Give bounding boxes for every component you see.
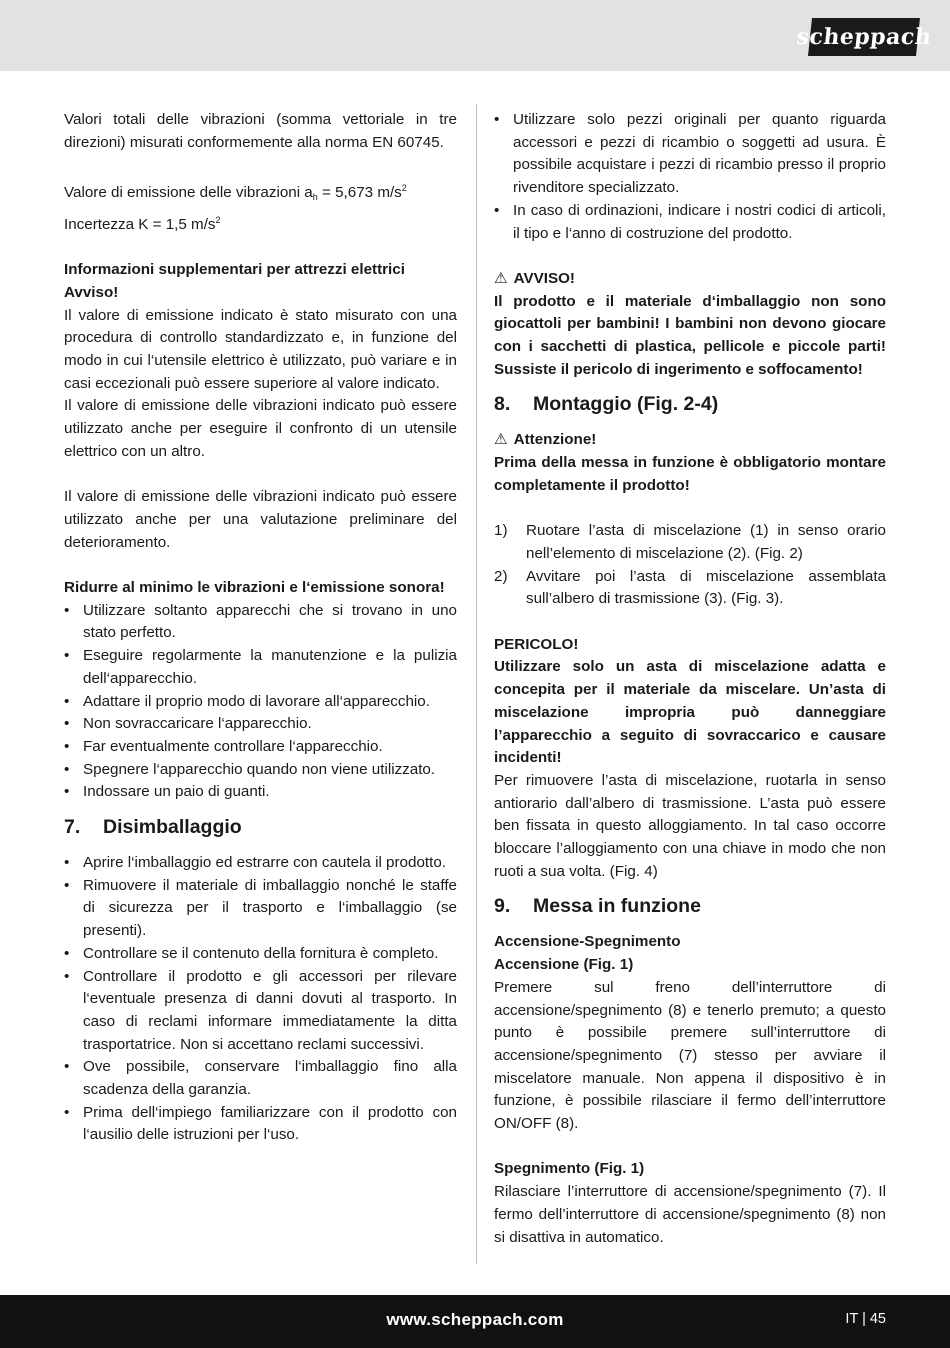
list-item: • Rimuovere il materiale di imballaggio nonché le staffe di sicurezza per il trasporto e l‘imballaggio (se presenti). xyxy=(64,875,457,943)
warning-icon: ⚠ xyxy=(494,269,508,287)
page-number: IT | 45 xyxy=(845,1311,886,1327)
list-item: • Spegnere l‘apparecchio quando non viene utilizzato. xyxy=(64,759,457,782)
avviso-label: Avviso! xyxy=(64,283,119,301)
vibration-value-line: Valore di emissione delle vibrazioni $a_h = 5,673$ $m/s^2$ xyxy=(64,183,407,203)
list-item: • Controllare se il contenuto della fornitura è completo. xyxy=(64,943,457,966)
list-item: • Prima dell‘impiego familiarizzare con il prodotto con l‘ausilio delle istruzioni per l‘uso. xyxy=(64,1102,457,1147)
evaluation-paragraph: Il valore di emissione delle vibrazioni indicato può essere utilizzato anche per una valutazione preliminare del deterioramento. xyxy=(64,488,457,551)
pericolo-text: Per rimuovere l’asta di miscelazione, ruotarla in senso antiorario dall’albero di trasmissione. L’asta può essere ben fissata in questo alloggiamento. In tal caso occorre bloccare l’alloggiamento con una chiave in modo che non ruoti a sua volta. (Fig. 4) xyxy=(494,771,886,880)
column-divider xyxy=(476,104,477,1264)
warning-icon: ⚠ xyxy=(494,431,508,449)
footer-bar xyxy=(0,1295,950,1348)
list-item: • Utilizzare soltanto apparecchi che si trovano in uno stato perfetto. xyxy=(64,600,457,645)
reduce-list xyxy=(64,600,457,804)
list-item: 1) Ruotare l’asta di miscelazione (1) in senso orario nell’elemento di miscelazione (2). (Fig. 2) xyxy=(494,522,886,562)
footer-url: www.scheppach.com xyxy=(386,1310,564,1329)
pericolo-bold-text: Utilizzare solo un asta di miscelazione adatta e concepita per il materiale da miscelare. Un’asta di miscelazione impropria può danneggiare l’apparecchio a seguito di sovraccarico e causare incidenti! xyxy=(494,658,886,767)
assembly-steps xyxy=(494,520,886,611)
attention-text: Prima della messa in funzione è obbligatorio montare completamente il prodotto! xyxy=(494,454,886,494)
unpacking-list xyxy=(64,852,457,1147)
list-item: • Utilizzare solo pezzi originali per quanto riguarda accessori e pezzi di ricambio o soggetti ad usura. È possibile acquistare i pezzi di ricambio presso il proprio rivenditore specializzato. xyxy=(494,109,886,200)
info-heading: Informazioni supplementari per attrezzi elettrici xyxy=(64,261,405,279)
list-item: • Non sovraccaricare l‘apparecchio. xyxy=(64,713,457,736)
list-item: • Ove possibile, conservare l‘imballaggio fino alla scadenza della garanzia. xyxy=(64,1056,457,1101)
onoff-heading: Accensione-Spegnimento xyxy=(494,933,681,951)
uncertainty-line: Incertezza K = 1,5 $m/s^2$ xyxy=(64,214,221,233)
section-9-heading: 9. Messa in funzione xyxy=(494,895,701,918)
on-heading: Accensione (Fig. 1) xyxy=(494,956,634,974)
attention-heading: ⚠ Attenzione! xyxy=(494,429,886,452)
left-column xyxy=(64,109,457,1147)
section-7-heading: 7. Disimballaggio xyxy=(64,816,242,839)
spare-parts-list xyxy=(494,109,886,245)
on-text: Premere sul freno dell’interruttore di accensione/spegnimento (8) e tenerlo premuto; a questo punto è possibile premere sull’interruttore di accensione/spegnimento (7) stesso per avviare il miscelatore manuale. Non appena il dispositivo è in funzione, è possibile rilasciare il fermo dell’interruttore ON/OFF (8). xyxy=(494,978,886,1133)
list-item: • Controllare il prodotto e gli accessori per rilevare l‘eventuale presenza di danni dovuti al trasporto. In caso di reclami informare immediatamente la ditta trasportatrice. Non si accettano reclami successivi. xyxy=(64,966,457,1057)
avviso-heading: ⚠ AVVISO! xyxy=(494,268,886,291)
list-item: • Aprire l‘imballaggio ed estrarre con cautela il prodotto. xyxy=(64,852,457,875)
vibration-intro: Valori totali delle vibrazioni (somma vettoriale in tre direzioni) misurati conformemente alla norma EN 60745. xyxy=(64,111,457,151)
off-heading: Spegnimento (Fig. 1) xyxy=(494,1160,645,1178)
emission-paragraph: Il valore di emissione indicato è stato misurato con una procedura di controllo standardizzato e, in funzione del modo in cui l‘utensile elettrico è utilizzato, può variare e in casi eccezionali può essere superiore al valore indicato. xyxy=(64,306,457,392)
off-text: Rilasciare l’interruttore di accensione/spegnimento (7). Il fermo dell’interruttore di accensione/spegnimento (8) non si disattiva in automatico. xyxy=(494,1183,886,1246)
right-column xyxy=(494,109,886,1249)
comparison-paragraph: Il valore di emissione delle vibrazioni indicato può essere utilizzato anche per eseguire il confronto di un utensile elettrico con un altro. xyxy=(64,397,457,460)
reduce-heading: Ridurre al minimo le vibrazioni e l‘emissione sonora! xyxy=(64,579,445,596)
list-item: • Adattare il proprio modo di lavorare all‘apparecchio. xyxy=(64,691,457,714)
list-item: 2) Avvitare poi l’asta di miscelazione assemblata sull’albero di trasmissione (3). (Fig. 3). xyxy=(494,567,886,608)
section-8-heading: 8. Montaggio (Fig. 2-4) xyxy=(494,393,719,416)
pericolo-heading: PERICOLO! xyxy=(494,635,579,653)
list-item: • Indossare un paio di guanti. xyxy=(64,781,457,804)
list-item: • Eseguire regolarmente la manutenzione e la pulizia dell‘apparecchio. xyxy=(64,645,457,690)
list-item: • In caso di ordinazioni, indicare i nostri codici di articoli, il tipo e l‘anno di costruzione del prodotto. xyxy=(494,200,886,245)
list-item: • Far eventualmente controllare l‘apparecchio. xyxy=(64,736,457,759)
avviso-text: Il prodotto e il materiale d‘imballaggio non sono giocattoli per bambini! I bambini non devono giocare con i sacchetti di plastica, pellicole e piccole parti! Sussiste il pericolo di ingerimento e soffocamento! xyxy=(494,292,886,378)
scheppach-logo: scheppach xyxy=(808,18,920,56)
